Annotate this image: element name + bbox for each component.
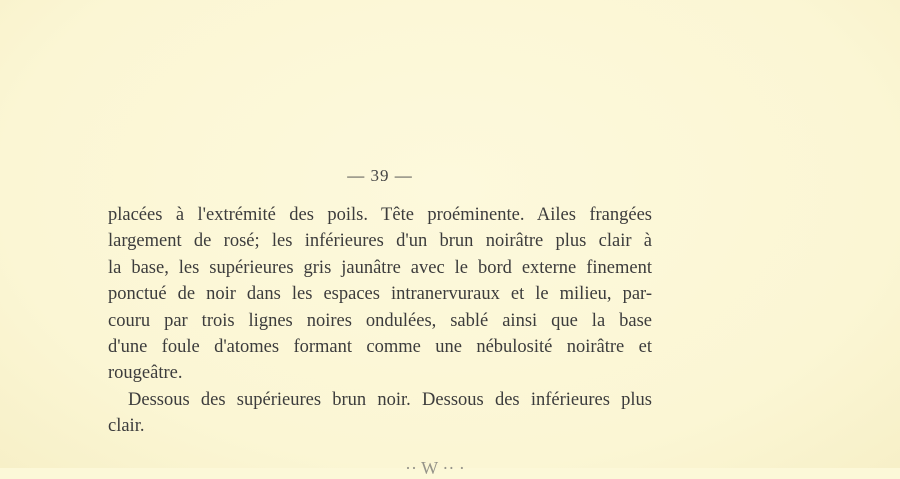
body-text: [108, 202, 652, 440]
text-line: la base, les supérieures gris jaunâtre avec le bord externe finement: [108, 257, 652, 278]
text-line: placées à l'extrémité des poils. Tête proéminente. Ailes frangées: [108, 205, 652, 225]
text-line: clair.: [108, 416, 145, 437]
text-line: rougeâtre.: [108, 363, 183, 384]
text-line: d'une foule d'atomes formant comme une nébulosité noirâtre et: [108, 336, 652, 357]
text-line: Dessous des supérieures brun noir. Dessous des inférieures plus: [128, 389, 652, 410]
text-line: ponctué de noir dans les espaces intranervuraux et le milieu, par-: [108, 284, 652, 305]
page-number: — 39 —: [347, 166, 413, 185]
text-line: largement de rosé; les inférieures d'un brun noirâtre plus clair à: [108, 231, 652, 252]
cut-off-text-fragment: ·· W ·· ·: [405, 458, 465, 478]
text-line: couru par trois lignes noires ondulées, sablé ainsi que la base: [108, 310, 652, 331]
